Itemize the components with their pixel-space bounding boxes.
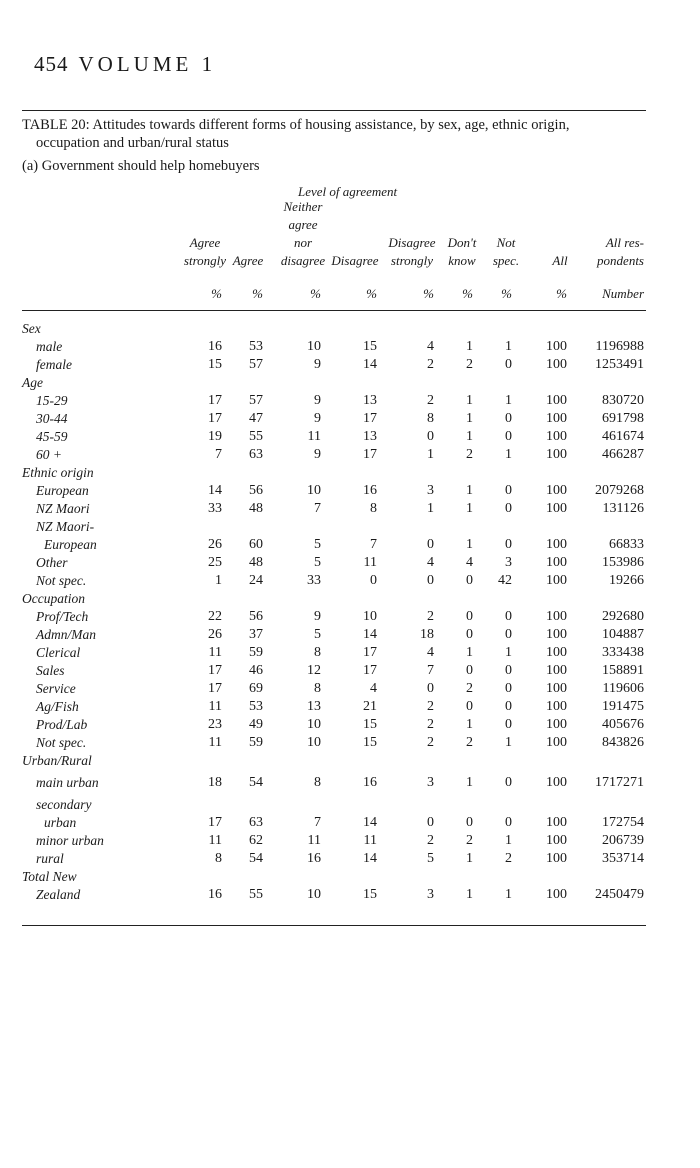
- table-cell: 172754: [602, 815, 644, 830]
- table-cell: 15: [363, 339, 377, 354]
- table-cell: 0: [427, 573, 434, 588]
- table-cell: 13: [363, 393, 377, 408]
- table-cell: 53: [249, 699, 263, 714]
- table-cell: 8: [314, 645, 321, 660]
- table-cell: 119606: [602, 681, 644, 696]
- column-header-line: Neither: [283, 199, 323, 214]
- table-cell: 405676: [602, 717, 644, 732]
- table-cell: 0: [505, 483, 512, 498]
- table-cell: 2: [505, 851, 512, 866]
- table-cell: 0: [466, 573, 473, 588]
- table-cell: 7: [314, 501, 321, 516]
- row-group-label: Ethnic origin: [22, 465, 94, 480]
- table-cell: 466287: [602, 447, 644, 462]
- table-cell: 1: [505, 887, 512, 902]
- page-number: 454: [34, 52, 69, 76]
- column-header-line: strongly: [390, 253, 434, 268]
- table-cell: 17: [208, 681, 222, 696]
- table-cell: 13: [307, 699, 321, 714]
- table-cell: 17: [208, 393, 222, 408]
- table-cell: 23: [208, 717, 222, 732]
- table-cell: 0: [466, 663, 473, 678]
- column-unit: %: [423, 286, 434, 301]
- table-cell: 42: [498, 573, 512, 588]
- row-label: Prof/Tech: [36, 609, 89, 624]
- table-cell: 22: [208, 609, 222, 624]
- table-cell: 11: [307, 833, 321, 848]
- table-cell: 100: [546, 483, 567, 498]
- table-cell: 100: [546, 663, 567, 678]
- table-cell: 2: [427, 357, 434, 372]
- table-cell: 7: [215, 447, 222, 462]
- table-cell: 1: [466, 339, 473, 354]
- table-cell: 3: [427, 483, 434, 498]
- table-cell: 9: [314, 411, 321, 426]
- table-cell: 0: [505, 537, 512, 552]
- table-cell: 1: [427, 447, 434, 462]
- column-header-line: Disagree: [331, 253, 379, 268]
- table-cell: 100: [546, 887, 567, 902]
- row-label: 60 +: [36, 447, 62, 462]
- table-cell: 100: [546, 339, 567, 354]
- column-unit: Number: [602, 286, 644, 301]
- table-cell: 21: [363, 699, 377, 714]
- table-cell: 1: [466, 851, 473, 866]
- table-cell: 10: [307, 339, 321, 354]
- table-cell: 56: [249, 609, 263, 624]
- table-cell: 3: [427, 887, 434, 902]
- row-label: European: [36, 483, 89, 498]
- row-label: Not spec.: [36, 573, 87, 588]
- table-cell: 1: [466, 429, 473, 444]
- table-cell: 60: [249, 537, 263, 552]
- column-header-line: Not: [496, 235, 516, 250]
- table-cell: 14: [363, 627, 377, 642]
- table-cell: 55: [249, 429, 263, 444]
- row-label: NZ Maori: [36, 501, 90, 516]
- table-cell: 4: [427, 645, 434, 660]
- table-cell: 26: [208, 627, 222, 642]
- row-group-label: Age: [22, 375, 43, 390]
- table-cell: 100: [546, 573, 567, 588]
- table-cell: 100: [546, 555, 567, 570]
- table-cell: 0: [505, 717, 512, 732]
- table-cell: 17: [363, 411, 377, 426]
- table-cell: 19: [208, 429, 222, 444]
- table-cell: 100: [546, 447, 567, 462]
- table-cell: 14: [363, 815, 377, 830]
- row-label: male: [36, 339, 63, 354]
- table-cell: 1: [505, 833, 512, 848]
- column-header-line: pondents: [597, 253, 644, 268]
- table-cell: 292680: [602, 609, 644, 624]
- row-group-label: Sex: [22, 321, 41, 336]
- table-cell: 69: [249, 681, 263, 696]
- table-cell: 9: [314, 357, 321, 372]
- column-unit: %: [462, 286, 473, 301]
- table-subtitle: (a) Government should help homebuyers: [22, 158, 260, 174]
- table-cell: 0: [427, 429, 434, 444]
- column-unit: %: [556, 286, 567, 301]
- table-cell: 0: [505, 815, 512, 830]
- table-cell: 16: [208, 887, 222, 902]
- table-cell: 48: [249, 501, 263, 516]
- table-cell: 830720: [602, 393, 644, 408]
- table-cell: 19266: [609, 573, 644, 588]
- table-cell: 54: [249, 851, 263, 866]
- table-cell: 15: [363, 735, 377, 750]
- table-cell: 8: [314, 775, 321, 790]
- table-cell: 56: [249, 483, 263, 498]
- column-unit: %: [366, 286, 377, 301]
- table-cell: 12: [307, 663, 321, 678]
- row-label: female: [36, 357, 72, 372]
- table-cell: 131126: [602, 501, 644, 516]
- table-cell: 100: [546, 851, 567, 866]
- table-cell: 2: [427, 717, 434, 732]
- row-label: urban: [44, 815, 77, 830]
- table-cell: 2079268: [595, 483, 644, 498]
- table-cell: 4: [466, 555, 473, 570]
- row-group-label: Total New: [22, 869, 77, 884]
- table-cell: 14: [363, 357, 377, 372]
- table-cell: 8: [314, 681, 321, 696]
- table-cell: 691798: [602, 411, 644, 426]
- table-cell: 55: [249, 887, 263, 902]
- table-cell: 14: [208, 483, 222, 498]
- table-cell: 7: [314, 815, 321, 830]
- table-cell: 100: [546, 699, 567, 714]
- column-unit: %: [501, 286, 512, 301]
- table-cell: 17: [208, 411, 222, 426]
- table-cell: 18: [208, 775, 222, 790]
- table-cell: 1: [466, 483, 473, 498]
- table-cell: 100: [546, 717, 567, 732]
- table-cell: 48: [249, 555, 263, 570]
- table-cell: 5: [427, 851, 434, 866]
- table-cell: 57: [249, 357, 263, 372]
- table-cell: 7: [370, 537, 377, 552]
- table-cell: 16: [307, 851, 321, 866]
- table-bottom-rule: [22, 925, 646, 926]
- table-cell: 100: [546, 537, 567, 552]
- table-cell: 2: [427, 699, 434, 714]
- table-cell: 1: [215, 573, 222, 588]
- table-cell: 100: [546, 775, 567, 790]
- table-cell: 10: [307, 735, 321, 750]
- table-cell: 0: [466, 699, 473, 714]
- table-cell: 100: [546, 681, 567, 696]
- table-cell: 24: [249, 573, 263, 588]
- table-cell: 191475: [602, 699, 644, 714]
- table-cell: 0: [505, 663, 512, 678]
- table-cell: 9: [314, 393, 321, 408]
- table-cell: 353714: [602, 851, 644, 866]
- table-cell: 15: [363, 717, 377, 732]
- group-header: Level of agreement: [298, 184, 398, 199]
- table-cell: 15: [208, 357, 222, 372]
- row-label: 30-44: [36, 411, 68, 426]
- table-cell: 100: [546, 501, 567, 516]
- table-cell: 17: [363, 663, 377, 678]
- column-header-line: nor: [293, 235, 313, 250]
- table-cell: 2: [427, 609, 434, 624]
- table-cell: 4: [427, 339, 434, 354]
- table-cell: 100: [546, 357, 567, 372]
- table-cell: 14: [363, 851, 377, 866]
- table-cell: 59: [249, 645, 263, 660]
- table-cell: 0: [427, 537, 434, 552]
- column-header-line: Don't: [447, 235, 477, 250]
- row-label: Prod/Lab: [36, 717, 88, 732]
- table-cell: 0: [505, 609, 512, 624]
- table-cell: 1: [466, 717, 473, 732]
- table-cell: 5: [314, 627, 321, 642]
- table-cell: 0: [505, 775, 512, 790]
- table-cell: 1: [466, 887, 473, 902]
- row-label: 15-29: [36, 393, 68, 408]
- table-cell: 1: [466, 537, 473, 552]
- table-cell: 100: [546, 429, 567, 444]
- column-header-line: spec.: [492, 253, 520, 268]
- caption-line-1: TABLE 20: Attitudes towards different forms of housing assistance, by sex, age, ethnic origin,: [22, 117, 570, 133]
- column-header-line: Agree: [232, 253, 264, 268]
- table-cell: 2: [427, 393, 434, 408]
- table-cell: 100: [546, 627, 567, 642]
- column-header-line: know: [448, 253, 476, 268]
- table-cell: 1: [466, 411, 473, 426]
- table-cell: 2: [466, 833, 473, 848]
- table-cell: 8: [370, 501, 377, 516]
- table-cell: 0: [466, 609, 473, 624]
- column-unit: %: [211, 286, 222, 301]
- table-cell: 15: [363, 887, 377, 902]
- row-group-label: Urban/Rural: [22, 753, 92, 768]
- table-cell: 5: [314, 537, 321, 552]
- table-cell: 1: [505, 393, 512, 408]
- row-label: secondary: [36, 797, 92, 812]
- table-cell: 0: [505, 357, 512, 372]
- table-cell: 0: [505, 627, 512, 642]
- table-cell: 1: [427, 501, 434, 516]
- table-cell: 1: [505, 645, 512, 660]
- table-cell: 1: [466, 393, 473, 408]
- table-cell: 7: [427, 663, 434, 678]
- volume-label: VOLUME 1: [78, 52, 217, 76]
- column-header-line: agree: [288, 217, 318, 232]
- table-cell: 13: [363, 429, 377, 444]
- table-cell: 2: [466, 735, 473, 750]
- table-cell: 3: [505, 555, 512, 570]
- table-cell: 1: [505, 339, 512, 354]
- table-cell: 104887: [602, 627, 644, 642]
- table-cell: 17: [363, 645, 377, 660]
- column-header-line: strongly: [183, 253, 227, 268]
- column-header-line: disagree: [280, 253, 326, 268]
- table-cell: 17: [208, 663, 222, 678]
- table-cell: 2: [466, 357, 473, 372]
- table-cell: 11: [363, 833, 377, 848]
- row-label: minor urban: [36, 833, 104, 848]
- table-cell: 158891: [602, 663, 644, 678]
- row-label: European: [44, 537, 97, 552]
- table-cell: 10: [307, 887, 321, 902]
- table-cell: 1: [466, 775, 473, 790]
- table-cell: 66833: [609, 537, 644, 552]
- table-cell: 16: [208, 339, 222, 354]
- table-cell: 0: [505, 411, 512, 426]
- table-cell: 10: [307, 717, 321, 732]
- table-cell: 11: [307, 429, 321, 444]
- table-cell: 2: [427, 833, 434, 848]
- table-cell: 0: [505, 699, 512, 714]
- table-cell: 0: [427, 815, 434, 830]
- table-cell: 59: [249, 735, 263, 750]
- table-cell: 11: [208, 833, 222, 848]
- table-cell: 54: [249, 775, 263, 790]
- table-cell: 11: [208, 699, 222, 714]
- table-cell: 2: [466, 447, 473, 462]
- table-cell: 100: [546, 609, 567, 624]
- table-cell: 0: [466, 627, 473, 642]
- table-cell: 11: [208, 645, 222, 660]
- table-cell: 49: [249, 717, 263, 732]
- table-cell: 461674: [602, 429, 644, 444]
- row-label: Admn/Man: [36, 627, 96, 642]
- table-cell: 4: [427, 555, 434, 570]
- table-cell: 16: [363, 483, 377, 498]
- table-cell: 33: [208, 501, 222, 516]
- row-label: Other: [36, 555, 68, 570]
- table-cell: 2: [466, 681, 473, 696]
- table-cell: 17: [363, 447, 377, 462]
- table-cell: 3: [427, 775, 434, 790]
- table-cell: 10: [307, 483, 321, 498]
- table-cell: 1717271: [595, 775, 644, 790]
- table-cell: 0: [505, 501, 512, 516]
- table-cell: 0: [505, 429, 512, 444]
- table-cell: 33: [307, 573, 321, 588]
- table-cell: 11: [363, 555, 377, 570]
- table-cell: 153986: [602, 555, 644, 570]
- table-cell: 100: [546, 411, 567, 426]
- table-cell: 5: [314, 555, 321, 570]
- table-cell: 17: [208, 815, 222, 830]
- column-unit: %: [310, 286, 321, 301]
- table-cell: 4: [370, 681, 377, 696]
- table-cell: 100: [546, 645, 567, 660]
- column-header-line: All res-: [605, 235, 644, 250]
- table-cell: 1: [505, 735, 512, 750]
- table-cell: 9: [314, 447, 321, 462]
- table-cell: 63: [249, 447, 263, 462]
- column-unit: %: [252, 286, 263, 301]
- table-cell: 62: [249, 833, 263, 848]
- table-cell: 0: [370, 573, 377, 588]
- table-cell: 100: [546, 833, 567, 848]
- table-cell: 11: [208, 735, 222, 750]
- table-cell: 8: [427, 411, 434, 426]
- row-label: Service: [36, 681, 76, 696]
- table-cell: 100: [546, 735, 567, 750]
- column-header-line: All: [552, 253, 568, 268]
- table-cell: 2: [427, 735, 434, 750]
- table-cell: 0: [466, 815, 473, 830]
- row-label: NZ Maori-: [36, 519, 95, 534]
- row-label: Zealand: [36, 887, 81, 902]
- table-cell: 57: [249, 393, 263, 408]
- row-label: 45-59: [36, 429, 68, 444]
- row-label: Clerical: [36, 645, 81, 660]
- caption-line-2: occupation and urban/rural status: [36, 135, 229, 151]
- table-cell: 1: [466, 501, 473, 516]
- table-cell: 333438: [602, 645, 644, 660]
- table-cell: 0: [427, 681, 434, 696]
- table-cell: 206739: [602, 833, 644, 848]
- table-cell: 1: [505, 447, 512, 462]
- table-cell: 100: [546, 393, 567, 408]
- table-cell: 9: [314, 609, 321, 624]
- row-group-label: Occupation: [22, 591, 85, 606]
- table-cell: 46: [249, 663, 263, 678]
- table-cell: 37: [249, 627, 263, 642]
- table-cell: 26: [208, 537, 222, 552]
- table-cell: 16: [363, 775, 377, 790]
- row-label: Sales: [36, 663, 65, 678]
- table-cell: 63: [249, 815, 263, 830]
- row-label: Ag/Fish: [36, 699, 79, 714]
- table-cell: 25: [208, 555, 222, 570]
- table-cell: 843826: [602, 735, 644, 750]
- table-cell: 18: [420, 627, 434, 642]
- column-header-line: Agree: [189, 235, 221, 250]
- table-cell: 2450479: [595, 887, 644, 902]
- table-cell: 1253491: [595, 357, 644, 372]
- row-label: rural: [36, 851, 64, 866]
- table-cell: 1: [466, 645, 473, 660]
- row-label: main urban: [36, 775, 99, 790]
- table-cell: 53: [249, 339, 263, 354]
- table-cell: 10: [363, 609, 377, 624]
- table-cell: 100: [546, 815, 567, 830]
- table-cell: 8: [215, 851, 222, 866]
- row-label: Not spec.: [36, 735, 87, 750]
- column-header-line: Disagree: [388, 235, 436, 250]
- table-cell: 47: [249, 411, 263, 426]
- table-cell: 0: [505, 681, 512, 696]
- table-cell: 1196988: [595, 339, 644, 354]
